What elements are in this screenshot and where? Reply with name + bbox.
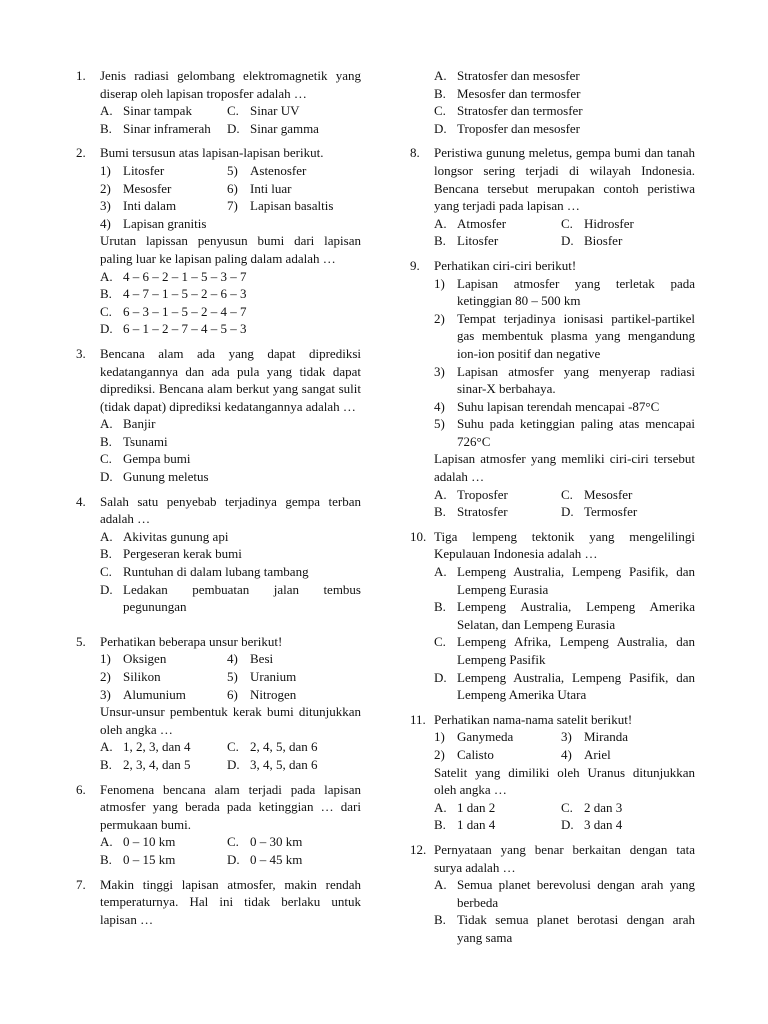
- statement-item: [100, 162, 227, 180]
- answer-option-row: [434, 486, 695, 504]
- question-number: [410, 67, 434, 137]
- statement-item-row: [100, 650, 361, 668]
- answer-option-marker: B.: [100, 433, 112, 449]
- answer-option-text: 0 – 45 km: [250, 851, 303, 867]
- statement-item: [434, 728, 561, 746]
- answer-option-row: [100, 102, 361, 120]
- statement-item-marker: 1): [434, 729, 445, 745]
- answer-option-marker: D.: [227, 851, 240, 867]
- question-number: 2.: [76, 145, 86, 161]
- question-stem: Perhatikan ciri-ciri berikut!: [434, 257, 577, 273]
- question-stem: Bencana alam ada yang dapat diprediksi kedatangannya dan ada pula yang tidak dapat diprediksi. Bencana alam berkut yang sangat sulit (tidak dapat) diprediksi kedatangannya adalah …: [100, 345, 361, 414]
- answer-option: [227, 738, 361, 756]
- answer-option-marker: B.: [100, 851, 112, 867]
- question-number: 11.: [410, 711, 426, 727]
- answer-option-marker: D.: [434, 669, 447, 685]
- question-item: [76, 781, 361, 869]
- answer-option-text: Gempa bumi: [123, 451, 191, 467]
- answer-option: [100, 120, 227, 138]
- answer-option-row: [100, 833, 361, 851]
- answer-option: [100, 415, 361, 433]
- question-item: [76, 144, 361, 338]
- statement-item-text: Lapisan granitis: [123, 215, 207, 231]
- statement-item-row: [100, 197, 361, 215]
- answer-option: [100, 851, 227, 869]
- answer-option-marker: C.: [100, 451, 112, 467]
- answer-option: [434, 486, 561, 504]
- statement-item-marker: 2): [100, 180, 111, 196]
- answer-option-marker: B.: [100, 286, 112, 302]
- answer-option-text: Banjir: [123, 416, 156, 432]
- question-number: 5.: [76, 633, 86, 649]
- question-body: [434, 144, 695, 250]
- answer-option-row: [434, 799, 695, 817]
- statement-item: [227, 162, 361, 180]
- answer-option-marker: A.: [434, 877, 447, 893]
- answer-option: [100, 756, 227, 774]
- statement-item: [227, 650, 361, 668]
- statement-item-text: Lapisan atmosfer yang terletak pada ketinggian 80 – 500 km: [457, 275, 695, 309]
- statement-item: [434, 275, 695, 310]
- statement-item-text: Oksigen: [123, 651, 167, 667]
- statement-item-text: Nitrogen: [250, 686, 297, 702]
- answer-option-row: [100, 756, 361, 774]
- answer-option: [100, 320, 361, 338]
- answer-option: [100, 468, 361, 486]
- statement-item-marker: 5): [434, 416, 445, 432]
- answer-option: [100, 545, 361, 563]
- answer-option-text: Lempeng Australia, Lempeng Pasifik, dan Lempeng Eurasia: [457, 564, 695, 597]
- answer-option-text: Litosfer: [457, 233, 499, 249]
- question-prompt: Urutan lapissan penyusun bumi dari lapisan paling luar ke lapisan paling dalam adalah …: [100, 233, 361, 266]
- question-stem: Perhatikan nama-nama satelit berikut!: [434, 711, 633, 727]
- answer-option: [100, 450, 361, 468]
- question-item: [410, 257, 695, 521]
- answer-option: [434, 232, 561, 250]
- answer-option-text: 1 dan 4: [457, 817, 496, 833]
- answer-option: [434, 503, 561, 521]
- answer-option-marker: D.: [561, 817, 574, 833]
- answer-option-marker: B.: [100, 120, 112, 136]
- answer-option-text: Gunung meletus: [123, 469, 209, 485]
- answer-option-text: 0 – 10 km: [123, 834, 176, 850]
- question-body: [434, 841, 695, 947]
- answer-option-marker: D.: [100, 581, 113, 597]
- statement-item: [434, 415, 695, 450]
- answer-option: [100, 528, 361, 546]
- answer-option: [434, 876, 695, 911]
- statement-item: [561, 728, 695, 746]
- answer-option-marker: D.: [434, 120, 447, 136]
- answer-option-text: 4 – 6 – 2 – 1 – 5 – 3 – 7: [123, 268, 247, 284]
- answer-option-marker: D.: [561, 233, 574, 249]
- question-prompt: Lapisan atmosfer yang memliki ciri-ciri tersebut adalah …: [434, 451, 695, 485]
- answer-option-text: Sinar UV: [250, 103, 300, 119]
- statement-item-marker: 4): [561, 746, 572, 762]
- answer-option-marker: A.: [100, 739, 113, 755]
- statement-item-marker: 6): [227, 180, 238, 196]
- answer-option: [434, 215, 561, 233]
- statement-item-text: Ariel: [584, 746, 611, 762]
- answer-option-text: Biosfer: [584, 233, 623, 249]
- statement-item: [100, 686, 227, 704]
- answer-option-text: 1 dan 2: [457, 799, 496, 815]
- answer-option-text: Stratosfer: [457, 504, 508, 520]
- answer-option-marker: A.: [100, 103, 113, 119]
- statement-item-row: [434, 746, 695, 764]
- statement-item-text: Miranda: [584, 729, 629, 745]
- answer-option-text: Sinar tampak: [123, 103, 192, 119]
- question-item: [410, 67, 695, 137]
- question-body: [100, 633, 361, 774]
- answer-option-row: [100, 738, 361, 756]
- answer-option-text: Mesosfer dan termosfer: [457, 85, 581, 101]
- answer-option-text: Runtuhan di dalam lubang tambang: [123, 564, 309, 580]
- question-body: [100, 781, 361, 869]
- answer-option: [434, 598, 695, 633]
- statement-item: [434, 398, 695, 416]
- question-body: [434, 528, 695, 704]
- statement-item: [100, 180, 227, 198]
- answer-option-marker: B.: [434, 504, 446, 520]
- statement-item-text: Inti dalam: [123, 198, 177, 214]
- statement-item-text: Mesosfer: [123, 180, 172, 196]
- statement-item: [227, 197, 361, 215]
- statement-item-text: Suhu lapisan terendah mencapai -87°C: [457, 398, 660, 414]
- question-item: [76, 876, 361, 929]
- answer-option-marker: B.: [434, 85, 446, 101]
- answer-option-text: Mesosfer: [584, 486, 633, 502]
- answer-option-text: Lempeng Australia, Lempeng Amerika Selatan, dan Lempeng Eurasia: [457, 599, 695, 632]
- statement-item-text: Ganymeda: [457, 729, 514, 745]
- statement-item-marker: 3): [561, 729, 572, 745]
- statement-item: [434, 746, 561, 764]
- statement-item-marker: 1): [100, 162, 111, 178]
- answer-option: [561, 486, 695, 504]
- answer-option-marker: A.: [100, 834, 113, 850]
- question-item: [76, 67, 361, 137]
- question-number: 7.: [76, 876, 86, 892]
- answer-option: [434, 816, 561, 834]
- question-body: [434, 67, 695, 137]
- answer-option-text: 2, 3, 4, dan 5: [123, 756, 191, 772]
- statement-item-marker: 4): [227, 651, 238, 667]
- answer-option-text: Lempeng Australia, Lempeng Pasifik, dan Lempeng Amerika Utara: [457, 669, 695, 703]
- statement-item-marker: 3): [100, 198, 111, 214]
- statement-item: [227, 668, 361, 686]
- answer-option: [100, 433, 361, 451]
- answer-option: [227, 120, 361, 138]
- answer-option-marker: B.: [434, 817, 446, 833]
- answer-option-marker: B.: [434, 233, 446, 249]
- answer-option-text: Troposfer: [457, 486, 508, 502]
- answer-option-marker: B.: [434, 912, 446, 928]
- answer-option: [100, 563, 361, 581]
- answer-option-text: Hidrosfer: [584, 215, 634, 231]
- answer-option-marker: A.: [434, 68, 447, 83]
- statement-item-text: Litosfer: [123, 162, 165, 178]
- statement-item-row: [100, 686, 361, 704]
- question-stem: Tiga lempeng tektonik yang mengelilingi Kepulauan Indonesia adalah …: [434, 528, 695, 562]
- answer-option: [434, 669, 695, 704]
- answer-option-marker: D.: [100, 321, 113, 337]
- answer-option: [434, 120, 695, 138]
- question-stem: Makin tinggi lapisan atmosfer, makin rendah temperaturnya. Hal ini tidak berlaku untuk lapisan …: [100, 876, 361, 927]
- answer-option-text: 1, 2, 3, dan 4: [123, 739, 191, 755]
- statement-item-marker: 2): [434, 746, 445, 762]
- statement-item-marker: 3): [100, 686, 111, 702]
- answer-option-marker: D.: [561, 504, 574, 520]
- statement-item-row: [100, 215, 361, 233]
- statement-item-marker: 7): [227, 198, 238, 214]
- answer-option-marker: A.: [100, 528, 113, 544]
- answer-option-marker: C.: [227, 739, 239, 755]
- answer-option-marker: D.: [227, 756, 240, 772]
- answer-option-marker: C.: [561, 486, 573, 502]
- answer-option: [434, 563, 695, 598]
- answer-option-text: Ledakan pembuatan jalan tembus pegunungan: [123, 581, 361, 615]
- answer-option: [434, 102, 695, 120]
- answer-option: [100, 303, 361, 321]
- question-stem: Peristiwa gunung meletus, gempa bumi dan tanah longsor sering terjadi di wilayah Indonesia. Bencana tersebut merupakan contoh peristiwa yang terjadi pada lapisan …: [434, 145, 695, 214]
- answer-option-marker: B.: [100, 546, 112, 562]
- answer-option: [227, 102, 361, 120]
- right-column: [410, 67, 695, 954]
- answer-option-marker: A.: [434, 564, 447, 580]
- answer-option: [100, 102, 227, 120]
- statement-item-row: [100, 162, 361, 180]
- answer-option-marker: A.: [434, 799, 447, 815]
- answer-option-row: [100, 120, 361, 138]
- question-number: 3.: [76, 345, 86, 361]
- answer-option-marker: A.: [100, 268, 113, 284]
- statement-item-row: [100, 668, 361, 686]
- answer-option: [434, 911, 695, 946]
- answer-option: [561, 799, 695, 817]
- question-item: [410, 841, 695, 947]
- answer-option-marker: B.: [434, 599, 446, 615]
- answer-option-marker: C.: [434, 634, 446, 650]
- answer-option: [434, 67, 695, 85]
- answer-option: [227, 833, 361, 851]
- answer-option-marker: C.: [100, 564, 112, 580]
- statement-item: [227, 686, 361, 704]
- answer-option-text: Termosfer: [584, 504, 638, 520]
- statement-item: [100, 197, 227, 215]
- statement-item-text: Besi: [250, 651, 274, 667]
- answer-option-marker: D.: [100, 469, 113, 485]
- question-body: [434, 257, 695, 521]
- question-body: [100, 67, 361, 137]
- question-item: [410, 528, 695, 704]
- statement-item: [100, 668, 227, 686]
- answer-option: [100, 268, 361, 286]
- answer-option-marker: C.: [434, 103, 446, 119]
- statement-item-marker: 3): [434, 363, 445, 379]
- answer-option-marker: B.: [100, 756, 112, 772]
- question-body: [100, 493, 361, 616]
- answer-option-row: [434, 816, 695, 834]
- answer-option-marker: A.: [100, 416, 113, 432]
- question-spacer: [76, 623, 361, 633]
- answer-option-marker: A.: [434, 215, 447, 231]
- answer-option-text: Atmosfer: [457, 215, 507, 231]
- answer-option-marker: A.: [434, 486, 447, 502]
- question-item: [410, 144, 695, 250]
- question-number: 4.: [76, 493, 86, 509]
- answer-option-marker: C.: [561, 215, 573, 231]
- answer-option-row: [434, 215, 695, 233]
- answer-option: [227, 756, 361, 774]
- answer-option-marker: C.: [100, 303, 112, 319]
- answer-option: [561, 816, 695, 834]
- statement-item-marker: 4): [100, 215, 111, 231]
- question-stem: Bumi tersusun atas lapisan-lapisan berikut.: [100, 145, 324, 161]
- question-item: [76, 493, 361, 616]
- answer-option-text: 0 – 15 km: [123, 851, 176, 867]
- question-body: [100, 144, 361, 338]
- answer-option-text: Semua planet berevolusi dengan arah yang berbeda: [457, 877, 695, 910]
- answer-option-text: 3, 4, 5, dan 6: [250, 756, 318, 772]
- answer-option-text: 2 dan 3: [584, 799, 623, 815]
- answer-option-text: 2, 4, 5, dan 6: [250, 739, 318, 755]
- question-body: [100, 345, 361, 486]
- answer-option-row: [100, 851, 361, 869]
- left-column: [76, 67, 361, 935]
- statement-item-text: Astenosfer: [250, 162, 307, 178]
- answer-option-text: Tsunami: [123, 433, 168, 449]
- answer-option-text: Sinar inframerah: [123, 120, 211, 136]
- statement-item-marker: 1): [100, 651, 111, 667]
- answer-option-text: Lempeng Afrika, Lempeng Australia, dan Lempeng Pasifik: [457, 634, 695, 667]
- answer-option-row: [434, 503, 695, 521]
- statement-item: [434, 363, 695, 398]
- statement-item-text: Silikon: [123, 669, 161, 684]
- question-item: [76, 633, 361, 774]
- question-prompt: Unsur-unsur pembentuk kerak bumi ditunjukkan oleh angka …: [100, 704, 361, 737]
- statement-item-marker: 4): [434, 398, 445, 414]
- answer-option-text: Pergeseran kerak bumi: [123, 546, 242, 562]
- answer-option-text: Tidak semua planet berotasi dengan arah yang sama: [457, 912, 695, 945]
- statement-item-marker: 6): [227, 686, 238, 702]
- statement-item-marker: 5): [227, 162, 238, 178]
- statement-item: [100, 650, 227, 668]
- statement-item-marker: 2): [100, 669, 111, 684]
- answer-option-text: 3 dan 4: [584, 817, 623, 833]
- question-stem: Pernyataan yang benar berkaitan dengan tata surya adalah …: [434, 841, 695, 875]
- statement-item-row: [434, 728, 695, 746]
- answer-option: [227, 851, 361, 869]
- statement-item-text: Alumunium: [123, 686, 186, 702]
- answer-option-marker: C.: [561, 799, 573, 815]
- answer-option-marker: C.: [227, 103, 239, 119]
- answer-option: [434, 85, 695, 103]
- question-stem: Fenomena bencana alam terjadi pada lapisan atmosfer yang berada pada ketinggian … dari permukaan bumi.: [100, 781, 361, 832]
- answer-option: [561, 215, 695, 233]
- question-number: 1.: [76, 68, 86, 83]
- statement-item: [561, 746, 695, 764]
- statement-item-text: Uranium: [250, 669, 297, 684]
- question-item: [410, 711, 695, 834]
- answer-option: [561, 232, 695, 250]
- question-item: [76, 345, 361, 486]
- answer-option: [100, 581, 361, 616]
- question-body: [434, 711, 695, 834]
- answer-option-text: 6 – 3 – 1 – 5 – 2 – 4 – 7: [123, 303, 247, 319]
- statement-item-marker: 1): [434, 275, 445, 291]
- statement-item-text: Lapisan basaltis: [250, 198, 334, 214]
- question-prompt: Satelit yang dimiliki oleh Uranus ditunjukkan oleh angka …: [434, 764, 695, 798]
- answer-option-text: Akivitas gunung api: [123, 528, 229, 544]
- question-number: 8.: [410, 145, 420, 161]
- answer-option-text: Stratosfer dan mesosfer: [457, 68, 580, 83]
- answer-option-marker: D.: [227, 120, 240, 136]
- answer-option: [434, 799, 561, 817]
- answer-option-text: 6 – 1 – 2 – 7 – 4 – 5 – 3: [123, 321, 247, 337]
- statement-item: [227, 180, 361, 198]
- statement-item-text: Suhu pada ketinggian paling atas mencapai 726°C: [457, 416, 695, 449]
- answer-option: [434, 633, 695, 668]
- question-number: 6.: [76, 781, 86, 797]
- question-number: 12.: [410, 841, 427, 857]
- statement-item-text: Inti luar: [250, 180, 292, 196]
- question-stem: Jenis radiasi gelombang elektromagnetik yang diserap oleh lapisan troposfer adalah …: [100, 68, 361, 101]
- question-number: 9.: [410, 257, 420, 273]
- answer-option-text: 0 – 30 km: [250, 834, 303, 850]
- statement-item-row: [100, 180, 361, 198]
- answer-option-text: 4 – 7 – 1 – 5 – 2 – 6 – 3: [123, 286, 247, 302]
- answer-option-marker: C.: [227, 834, 239, 850]
- statement-item-text: Lapisan atmosfer yang menyerap radiasi sinar-X berbahaya.: [457, 363, 695, 397]
- question-number: 10.: [410, 528, 427, 544]
- statement-item: [100, 215, 227, 233]
- answer-option-text: Stratosfer dan termosfer: [457, 103, 583, 119]
- statement-item-marker: 2): [434, 310, 445, 326]
- answer-option: [561, 503, 695, 521]
- statement-item-text: Tempat terjadinya ionisasi partikel-partikel gas membentuk plasma yang mengandung ion-ion positif dan negative: [457, 310, 695, 361]
- statement-item-marker: 5): [227, 669, 238, 684]
- question-body: [100, 876, 361, 929]
- answer-option-text: Troposfer dan mesosfer: [457, 120, 580, 136]
- question-stem: Perhatikan beberapa unsur berikut!: [100, 633, 283, 649]
- answer-option: [100, 833, 227, 851]
- answer-option-text: Sinar gamma: [250, 120, 319, 136]
- statement-item-text: Calisto: [457, 746, 494, 762]
- answer-option-row: [434, 232, 695, 250]
- answer-option: [100, 738, 227, 756]
- answer-option: [100, 285, 361, 303]
- question-stem: Salah satu penyebab terjadinya gempa terban adalah …: [100, 493, 361, 527]
- statement-item: [434, 310, 695, 363]
